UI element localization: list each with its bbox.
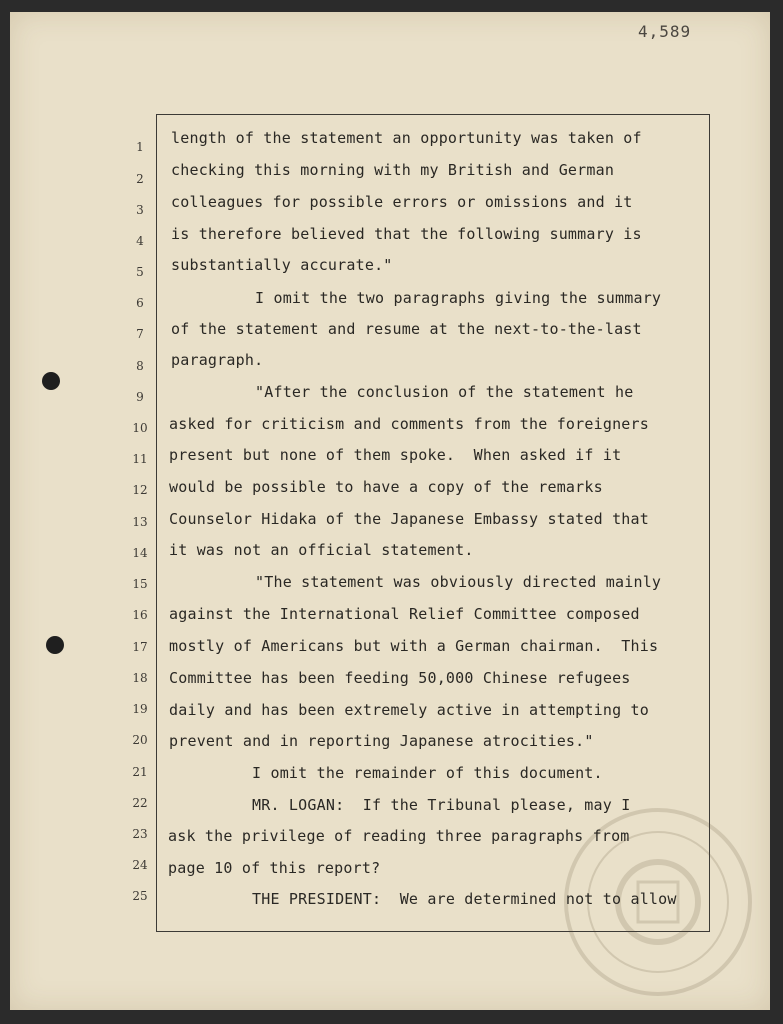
text-line: it was not an official statement. — [169, 541, 474, 559]
line-number: 8 — [136, 359, 144, 373]
text-line: against the International Relief Committee composed — [169, 605, 640, 623]
text-line: substantially accurate." — [171, 256, 393, 274]
line-number: 17 — [132, 640, 148, 654]
text-line: I omit the remainder of this document. — [252, 764, 603, 782]
text-line: I omit the two paragraphs giving the summary — [255, 289, 662, 307]
line-number: 4 — [136, 234, 144, 248]
line-number: 6 — [136, 296, 144, 310]
line-number: 10 — [132, 421, 148, 435]
punch-hole — [46, 636, 64, 654]
line-number: 20 — [132, 733, 148, 747]
line-number: 13 — [132, 515, 148, 529]
line-number: 11 — [132, 452, 148, 466]
text-line: of the statement and resume at the next-to-the-last — [171, 320, 642, 338]
document-page — [10, 12, 770, 1010]
line-number: 1 — [136, 140, 144, 154]
text-line: prevent and in reporting Japanese atrocities." — [169, 732, 594, 750]
text-line: colleagues for possible errors or omissions and it — [171, 193, 633, 211]
page-number: 4,589 — [638, 22, 692, 41]
line-number: 15 — [132, 577, 148, 591]
line-number: 3 — [136, 203, 144, 217]
punch-hole — [42, 372, 60, 390]
line-number: 19 — [132, 702, 148, 716]
text-line: checking this morning with my British and German — [171, 161, 615, 179]
line-number: 7 — [136, 327, 144, 341]
line-number: 12 — [132, 483, 148, 497]
text-line: present but none of them spoke. When asked if it — [169, 446, 622, 464]
line-number: 23 — [132, 827, 148, 841]
text-line: "After the conclusion of the statement he — [255, 383, 634, 401]
text-line: MR. LOGAN: If the Tribunal please, may I — [252, 796, 631, 814]
line-number: 18 — [132, 671, 148, 685]
line-number: 24 — [132, 858, 148, 872]
text-line: "The statement was obviously directed mainly — [255, 573, 662, 591]
line-number: 25 — [132, 889, 148, 903]
line-number: 21 — [132, 765, 148, 779]
text-line: ask the privilege of reading three paragraphs from — [168, 827, 630, 845]
text-line: mostly of Americans but with a German chairman. This — [169, 637, 659, 655]
text-line: Committee has been feeding 50,000 Chinese refugees — [169, 669, 631, 687]
text-line: would be possible to have a copy of the remarks — [169, 478, 603, 496]
line-number: 2 — [136, 172, 144, 186]
line-number: 22 — [132, 796, 148, 810]
text-line: daily and has been extremely active in attempting to — [169, 701, 649, 719]
text-line: page 10 of this report? — [168, 859, 381, 877]
text-line: is therefore believed that the following summary is — [171, 225, 642, 243]
text-line: length of the statement an opportunity was taken of — [171, 129, 642, 147]
line-number: 5 — [136, 265, 144, 279]
text-line: THE PRESIDENT: We are determined not to allow — [252, 890, 677, 908]
line-number: 9 — [136, 390, 144, 404]
line-number: 14 — [132, 546, 148, 560]
text-line: paragraph. — [171, 351, 264, 369]
text-line: asked for criticism and comments from the foreigners — [169, 415, 649, 433]
text-line: Counselor Hidaka of the Japanese Embassy stated that — [169, 510, 649, 528]
line-number: 16 — [132, 608, 148, 622]
